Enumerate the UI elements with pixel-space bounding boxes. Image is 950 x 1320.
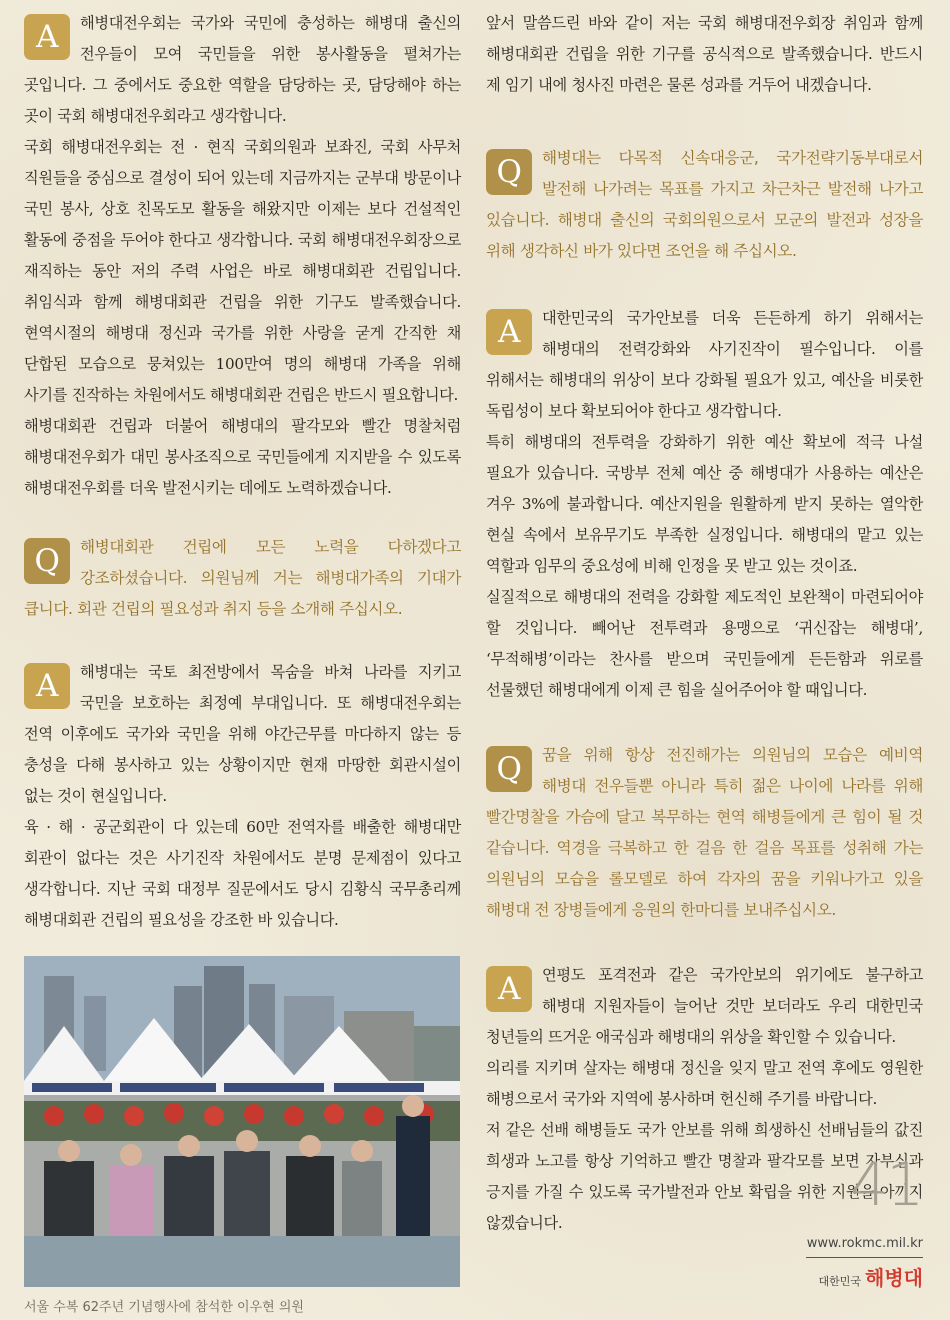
brand-logo — [790, 1262, 923, 1291]
paragraph-text: 실질적으로 해병대의 전력을 강화할 제도적인 보완책이 마련되어야 할 것입니다. 빼어난 전투력과 용맹으로 ‘귀신잡는 해병대’, ‘무적해병’이라는 찬사를 받으며 국민들에게 든든함과 위로를 선물했던 해병대에게 이제 큰 힘을 실어주어야 할 때입니다. — [486, 588, 923, 699]
question-text — [486, 143, 923, 267]
photo-caption: 서울 수복 62주년 기념행사에 참석한 이우현 의원 — [24, 1300, 304, 1315]
answer-badge: A — [486, 309, 532, 355]
answer-badge: A — [24, 663, 70, 709]
answer-paragraph — [24, 657, 461, 812]
page-number: 41 — [850, 1150, 923, 1220]
question-text — [24, 532, 461, 625]
paragraph-text: 대한민국의 국가안보를 더욱 든든하게 하기 위해서는 해병대의 전력강화와 사기진작이 필수입니다. 이를 위해서는 해병대의 위상이 보다 강화될 필요가 있고, 예산을 비롯한 독립성이 보다 확보되어야 한다고 생각합니다. — [486, 309, 923, 420]
paragraph-text: 육 · 해 · 공군회관이 다 있는데 60만 전역자를 배출한 해병대만 회관이 없다는 것은 사기진작 차원에서도 분명 문제점이 있다고 생각합니다. 지난 국회 대정부 질문에서도 당시 김황식 국무총리께 해병대회관 건립의 필요성을 강조한 바 있습니다. — [24, 818, 461, 929]
question-block — [24, 532, 461, 625]
question-block — [486, 143, 923, 267]
answer-paragraph — [486, 1053, 923, 1115]
paragraph-text: 연평도 포격전과 같은 국가안보의 위기에도 불구하고 해병대 지원자들이 늘어난 것만 보더라도 우리 대한민국 청년들의 뜨거운 애국심과 해병대의 위상을 확인할 수 있습니다. — [486, 966, 923, 1046]
left-column — [24, 8, 461, 962]
question-badge: Q — [486, 149, 532, 195]
question-badge: Q — [486, 746, 532, 792]
paragraph-text: 앞서 말씀드린 바와 같이 저는 국회 해병대전우회장 취임과 함께 해병대회관 건립을 위한 기구를 공식적으로 발족했습니다. 반드시 제 임기 내에 청사진 마련은 물론 성과를 거두어 내겠습니다. — [486, 14, 923, 94]
answer-paragraph — [24, 812, 461, 936]
answer-badge: A — [24, 14, 70, 60]
answer-paragraph — [24, 411, 461, 504]
brand-prefix: 대한민국 — [818, 1275, 862, 1288]
answer-badge: A — [486, 966, 532, 1012]
text-block — [486, 8, 923, 101]
paragraph-text: 해병대전우회는 국가와 국민에 충성하는 해병대 출신의 전우들이 모여 국민들을 위한 봉사활동을 펼쳐가는 곳입니다. 그 중에서도 중요한 역할을 담당하는 곳, 담당해야 하는 곳이 국회 해병대전우회라고 생각합니다. — [24, 14, 461, 125]
paragraph-text: 해병대회관 건립과 더불어 해병대의 팔각모와 빨간 명찰처럼 해병대전우회가 대민 봉사조직으로 국민들에게 지지받을 수 있도록 해병대전우회를 더욱 발전시키는 데에도 노력하겠습니다. — [24, 417, 461, 497]
paragraph-text: 특히 해병대의 전투력을 강화하기 위한 예산 확보에 적극 나설 필요가 있습니다. 국방부 전체 예산 중 해병대가 사용하는 예산은 겨우 3%에 불과합니다. 예산지원을 원활하게 받지 못하는 열악한 현실 속에서 보유무기도 부족한 실정입니다. 해병대의 맡고 있는 역할과 임무의 중요성에 비해 인정을 못 받고 있는 것이죠. — [486, 433, 923, 575]
website-url[interactable]: www.rokmc.mil.kr — [806, 1236, 923, 1251]
footer-divider — [806, 1257, 923, 1258]
answer-paragraph — [486, 960, 923, 1053]
paragraph-text: 해병대는 국토 최전방에서 목숨을 바쳐 나라를 지키고 국민을 보호하는 최정예 부대입니다. 또 해병대전우회는 전역 이후에도 국가와 국민을 위해 야간근무를 마다하지 않는 등 충성을 다해 봉사하고 있는 상황이지만 현재 마땅한 회관시설이 없는 것이 현실입니다. — [24, 663, 461, 805]
answer-paragraph — [486, 8, 923, 101]
answer-paragraph — [24, 8, 461, 132]
paragraph-text: 꿈을 위해 항상 전진해가는 의원님의 모습은 예비역 해병대 전우들뿐 아니라 특히 젊은 나이에 나라를 위해 빨간명찰을 가슴에 달고 복무하는 현역 해병들에게 큰 힘이 될 것 같습니다. 역경을 극복하고 한 걸음 한 걸음 목표를 성취해 가는 의원님의 모습을 롤모델로 하여 각자의 꿈을 키워나가고 있을 해병대 전 장병들에게 응원의 한마디를 보내주십시오. — [486, 746, 923, 919]
paragraph-text: 저 같은 선배 해병들도 국가 안보를 위해 희생하신 선배님들의 값진 희생과 노고를 항상 기억하고 빨간 명찰과 팔각모를 보면 자부심과 긍지를 가질 수 있도록 국가발전과 안보 확립을 위한 지원을 아끼지 않겠습니다. — [486, 1121, 923, 1232]
event-photo — [24, 956, 460, 1287]
answer-paragraph — [486, 582, 923, 706]
answer-block — [24, 657, 461, 936]
question-badge: Q — [24, 538, 70, 584]
right-column — [486, 8, 923, 1265]
answer-paragraph — [486, 303, 923, 427]
question-block — [486, 740, 923, 926]
paragraph-text: 국회 해병대전우회는 전 · 현직 국회의원과 보좌진, 국회 사무처 직원들을 중심으로 결성이 되어 있는데 지금까지는 군부대 방문이나 국민 봉사, 상호 친목도모 활동을 해왔지만 이제는 보다 건설적인 활동에 중점을 두어야 한다고 생각합니다. 국회 해병대전우회장으로 재직하는 동안 저의 주력 사업은 바로 해병대회관 건립입니다. 취임식과 함께 해병대회관 건립을 위한 기구도 발족했습니다. 현역시절의 해병대 정신과 국가를 위한 사랑을 굳게 간직한 채 단합된 모습으로 뭉쳐있는 100만여 명의 해병대 가족을 위해 사기를 진작하는 차원에서도 해병대회관 건립은 반드시 필요합니다. — [24, 138, 461, 404]
answer-block — [24, 8, 461, 504]
answer-paragraph — [24, 132, 461, 411]
paragraph-text: 해병대회관 건립에 모든 노력을 다하겠다고 강조하셨습니다. 의원님께 거는 해병대가족의 기대가 큽니다. 회관 건립의 필요성과 취지 등을 소개해 주십시오. — [24, 538, 461, 618]
brand-name: 해병대 — [865, 1266, 923, 1290]
paragraph-text: 해병대는 다목적 신속대응군, 국가전략기동부대로서 발전해 나가려는 목표를 가지고 차근차근 발전해 나가고 있습니다. 해병대 출신의 국회의원으로서 모군의 발전과 성장을 위해 생각하신 바가 있다면 조언을 해 주십시오. — [486, 149, 923, 260]
answer-block — [486, 303, 923, 706]
question-text — [486, 740, 923, 926]
answer-paragraph — [486, 427, 923, 582]
paragraph-text: 의리를 지키며 살자는 해병대 정신을 잊지 말고 전역 후에도 영원한 해병으로서 국가와 지역에 봉사하며 헌신해 주기를 바랍니다. — [486, 1059, 923, 1108]
